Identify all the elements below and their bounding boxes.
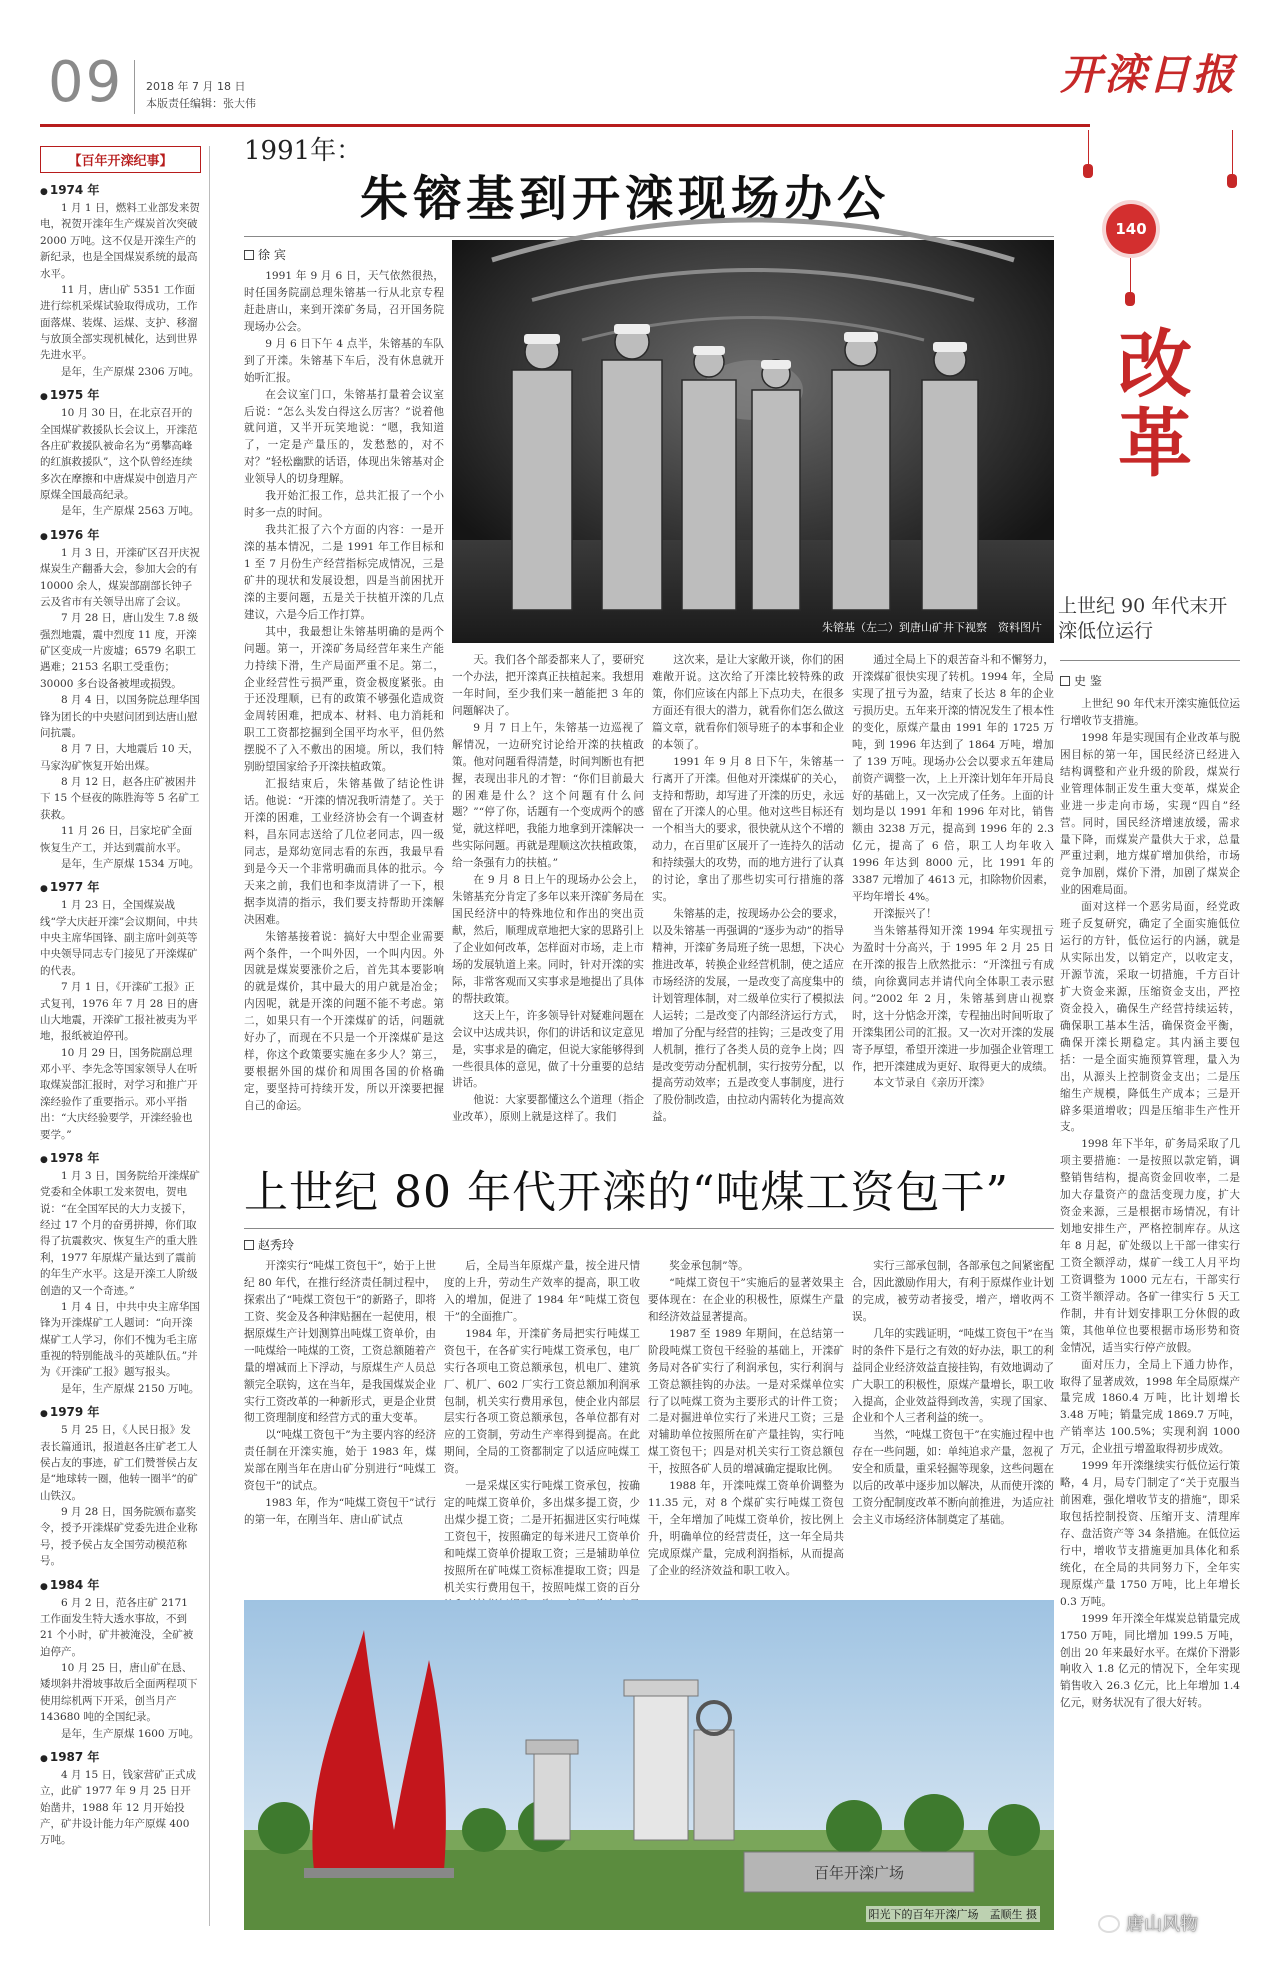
sidebar-byline (1060, 672, 1102, 689)
article2-headline: 上世纪 80 年代开滦的“吨煤工资包干” (244, 1167, 1009, 1218)
paragraph: 1987 至 1989 年期间，在总结第一阶段吨煤工资包干经验的基础上，开滦矿务局对各矿实行了利润承包，实行利润与工资总额挂钩的办法。一是对采煤单位实行了以吨煤工资为主要形式的计件工资；二是对掘进单位实行了米进尺工资；三是对辅助单位按照所在矿产量挂钩，实行吨煤工资包干；四是对机关实行工资总额包干，按照各矿人员的增减确定提取比例。 (648, 1327, 844, 1476)
mine-tunnel-photo (452, 240, 1054, 643)
sidebar-rule (1060, 660, 1240, 661)
timeline-entry: 9 月 28 日，国务院颁布嘉奖令，授予开滦煤矿党委先进企业称号，授予侯占友全国劳动模范称号。 (40, 1506, 198, 1568)
article1-author: 徐 宾 (258, 248, 286, 262)
paragraph: 面对压力，全局上下通力协作，取得了显著成效，1998 年全局原煤产量完成 1860.4 万吨，比计划增长 3.48 万吨；销量完成 1869.7 万吨，产销率达 100.5%；实现利润 1000 万元，企业扭亏增盈取得初步成效。 (1060, 1358, 1240, 1456)
paragraph: 这天上午，许多领导针对疑难问题在会议中达成共识，你们的讲话和议定意见是，实事求是的确定，但说大家能够得到一些很具体的意见，做了十分重要的总结讲话。 (452, 1009, 644, 1090)
page-number: 09 (48, 50, 124, 115)
paragraph: 通过全局上下的艰苦奋斗和不懈努力，开滦煤矿很快实现了转机。1994 年，全局实现了扭亏为盈，结束了长达 8 年的企业亏损历史。五年来开滦的情况发生了根本性的变化，原煤产量由 1991 年的 1725 万吨，到 1996 年达到了 1864 万吨，增加了 139 万吨。现场办公会以要求五年建局前资产调整一次，上上开滦计划年年开局良好的基础上，又一次完成了任务。上面的计划均是以 1991 年和 1996 年对比，销售额由 3238 万元，提高到 1996 年的 2.3 亿元，提高了 6 倍，职工人均年收入 1996 年达到 8000 元，比 1991 年的 3387 元增加了 4613 元，扣除物价因素，平均年增长 4%。 (852, 654, 1054, 904)
timeline-entry: 8 月 7 日，大地震后 10 天，马家沟矿恢复开始出煤。 (40, 743, 199, 772)
lantern-string (1130, 254, 1131, 294)
paragraph: 面对这样一个恶劣局面，经党政班子反复研究，确定了全面实施低位运行的方针，低位运行的内涵，就是从实际出发，以销定产，以收定支，开源节流，采取一切措施，千方百计扩大资金来源，压缩资金支出，严控资金投入，确保生产经营持续运转，确保职工基本生活，确保资金平衡，确保开滦长期稳定。其内涵主要包括：一是全面实施预算管理，量入为出，从源头上控制资金支出；二是压缩生产规模，降低生产成本；三是开辟多渠道增收；四是压缩非生产性开支。 (1060, 901, 1240, 1134)
paragraph: “吨煤工资包干”实施后的显著效果主要体现在：在企业的积极性，原煤生产量和经济效益显著提高。 (648, 1276, 844, 1323)
article1-photo-caption: 朱镕基（左二）到唐山矿井下视察 资料图片 (822, 621, 1042, 634)
paragraph: 当朱镕基得知开滦 1994 年实现扭亏为盈时十分高兴，于 1995 年 2 月 25 日在开滦的报告上欣然批示：“开滦扭亏有成绩，向徐冀同志并请代向全体职工表示慰问。”2002 年 2 月，朱镕基到唐山视察时，这十分惦念开滦，专程抽出时间听取了开滦集团公司的汇报。又一次对开滦的发展寄予厚望，希望开滦进一步加强企业管理工作，把开滦建成为更好、取得更大的成绩。 (852, 925, 1054, 1073)
paragraph: 1999 年开滦全年煤炭总销量完成 1750 万吨，同比增加 199.5 万吨，创出 20 年来最好水平。在煤价下滑影响收入 1.8 亿元的情况下，全年实现销售收入 26.3 亿元，比上年增加 1.4 亿元，财务状况有了很大好转。 (1060, 1612, 1240, 1710)
timeline-entry: 5 月 25 日，《人民日报》发表长篇通讯，报道赵各庄矿老工人侯占友的事迹，矿工们赞誉侯占友是“地球转一圈，他转一圈半”的矿山铁汉。 (40, 1424, 198, 1502)
article2-column-1 (244, 1258, 436, 1592)
article2-byline (244, 1236, 294, 1253)
paragraph: 1983 年，作为“吨煤工资包干”试行的第一年，在刚当年、唐山矿试点 (244, 1497, 436, 1527)
page-editor: 本版责任编辑：张大伟 (146, 97, 256, 110)
paragraph: 在 9 月 8 日上午的现场办公会上，朱镕基充分肯定了多年以来开滦矿务局在国民经济中的特殊地位和作出的突出贡献，然后，顺理成章地把大家的思路引上了企业如何改革，怎样面对市场，走上市场的发展轨道上来。同时，针对开滦的实际，非常客观而又实事求是地提出了具体的帮扶政策。 (452, 874, 644, 1005)
square-sign-text: 百年开滦广场 (813, 1864, 905, 1882)
watermark-text: 唐山风物 (1126, 1914, 1198, 1935)
lantern-string (1232, 130, 1233, 176)
timeline-list (40, 181, 201, 1849)
article2-photo (244, 1600, 1054, 1930)
byline-box-icon (244, 250, 254, 260)
timeline-year: ● 1979 年 (40, 1403, 201, 1420)
timeline-entry: 1 月 3 日，国务院给开滦煤矿党委和全体职工发来贺电，贺电说：“在全国军民的大力支援下，经过 17 个月的奋勇拼搏，你们取得了抗震救灾、恢复生产的重大胜利，1977 年原煤产量达到了震前的年生产水平。这是开滦工人阶级创造的又一个奇迹。” (40, 1169, 200, 1297)
paragraph: 汇报结束后，朱镕基做了结论性讲话。他说：“开滦的情况我听清楚了。关于开滦的困难，工业经济协会有一个调查材料，昌东同志送给了几位老同志，四一级同志，是郑幼宽同志看的东西，我最早看到是今天一个非常明确而具体的批示。今天来之前，我们也和李岚清讲了一下，根据李岚清的指示，我们要支持帮助开滦解决困难。 (244, 778, 444, 926)
timeline-title: 【百年开滦纪事】 (40, 146, 201, 173)
sidebar-author: 史 鉴 (1074, 674, 1102, 688)
paragraph: 实行三部承包制，各部承包之间紧密配合，因此激励作用大，有利于原煤作业计划的完成，被劳动者接受，增产，增收两不误。 (852, 1260, 1054, 1323)
account-watermark (1098, 1910, 1198, 1936)
paragraph: 1991 年 9 月 6 日，天气依然很热，时任国务院副总理朱镕基一行从北京专程赶赴唐山，来到开滦矿务局，召开国务院现场办公会。 (244, 270, 444, 333)
article1-photo (452, 240, 1054, 643)
paragraph: 以“吨煤工资包干”为主要内容的经济责任制在开滦实施，始于 1983 年，煤炭部在刚当年在唐山矿分别进行“吨煤工资包干”的试点。 (244, 1429, 436, 1493)
timeline-year: ● 1974 年 (40, 181, 201, 198)
issue-date: 2018 年 7 月 18 日 (146, 80, 246, 93)
masthead-rule (40, 124, 1090, 127)
timeline-entry: 11 月 26 日，吕家坨矿全面恢复生产工，并达到震前水平。 (40, 825, 193, 854)
sidebar-headline: 上世纪 90 年代末开滦低位运行 (1058, 595, 1228, 642)
paragraph: 朱镕基的走，按现场办公会的要求，以及朱镕基一再强调的“逐步为动”的指导精神，开滦矿务局班子统一思想，下决心推进改革，转换企业经营机制，使之适应市场经济的发展，一是改变了高度集中的计划管理体制，对二级单位实行了模拟法人运转；二是改变了内部经济运行方式，增加了分配与经营的挂钩；三是改变了用人机制，推行了各类人员的竞争上岗；四是改变劳动分配机制，实行按劳分配，以提高劳动效率；五是改变人事制度，进行了股份制改造，由拉动内需转化为提高效益。 (652, 908, 844, 1124)
paragraph: 我共汇报了六个方面的内容：一是开滦的基本情况，二是 1991 年工作目标和 1 至 7 月份生产经营指标完成情况，三是矿井的现状和发展设想，四是当前困扰开滦的主要问题，五是关于扶植开滦的几点建议，六是今后工作打算。 (244, 524, 444, 621)
paragraph: 开滦实行“吨煤工资包干”，始于上世纪 80 年代，在推行经济责任制过程中，探索出了“吨煤工资包干”的新路子，即将工资、奖金及各种津贴捆在一起使用，根据原煤生产计划测算出吨煤工资单价，由一吨煤给一吨煤的工资，工资总额随着产量的增减而上下浮动，与原煤生产人员总额完全联钩，这在当年，是我国煤炭企业实行工资改革的一种新形式，更是企业贯彻工资理制度和经营方式的重大变革。 (244, 1260, 436, 1425)
paragraph: 一是采煤区实行吨煤工资承包，按确定的吨煤工资单价，多出煤多提工资，少出煤少提工资；二是开拓掘进区实行吨煤工资包干，按照确定的每米进尺工资单价和吨煤工资单价提取工资；三是辅助单位按照所在矿吨煤工资标准提取工资；四是机关实行费用包干，按照吨煤工资的百分 (444, 1480, 640, 1594)
article1-column-3 (652, 652, 844, 1148)
paragraph: 这次来，是让大家敞开谈，你们的困难敞开说。这次给了开滦比较特殊的政策，你们应该在内部上下点功夫，在很多方面还有很大的潜力，就看你们怎么做这篇文章，就看你们领导班子的本事和企业的本领了。 (652, 654, 844, 751)
paragraph: 1998 年是实现国有企业改革与脱困目标的第一年，国民经济已经进入结构调整和产业升级的阶段，煤炭行业管理体制正发生重大变革，煤炭企业进一步走向市场，实现“四自”经营。同时，国民经济增速放缓，需求量下降，而煤炭产量供大于求，总量严重过剩，地方煤矿增加供给，市场竞争加剧，煤价下滑，加剧了煤炭企业的困难局面。 (1060, 731, 1240, 897)
paragraph: 奖金承包制”等。 (669, 1260, 749, 1272)
paragraph: 1988 年，开滦吨煤工资单价调整为 11.35 元，对 8 个煤矿实行吨煤工资包干，全年增加了吨煤工资单价，按比例上升，明确单位的经营责任，这一年全局共完成原煤产量，完成利润指标，从而提高了企业的经济效益和职工收入。 (648, 1480, 844, 1577)
timeline-entry: 6 月 2 日，范各庄矿 2171 工作面发生特大透水事故，不到 21 个小时，矿井被淹没，全矿被迫停产。 (40, 1596, 194, 1658)
article2-column-2 (444, 1258, 640, 1598)
paragraph: 朱镕基接着说：搞好大中型企业需要两个条件，一个叫外因，一个叫内因。外因就是煤炭要涨价之后，首先其本要影响的就是煤价，其中最大的用户就是冶金；内因呢，就是开滦的问题不能不考虑。第二，如果只有一个开滦煤矿的话，问题就好办了，而现在不只是一个开滦煤矿是这样，你这个政策要实施在多少人？第三，要根据外国的煤价和周围各国的价格确定，要坚持可持续开发，所以开滦要把握自己的命运。 (244, 930, 444, 1112)
paragraph: 本文节录自《亲历开滦》 (873, 1077, 990, 1090)
article1-headline: 朱镕基到开滦现场办公 (360, 171, 891, 227)
paragraph: 在会议室门口，朱镕基打量着会议室后说：“怎么头发白得这么厉害？”说着他就问道，又半开玩笑地说：“嗯，我知道了，一定是产量压的，发愁愁的，对不对？”轻松幽默的话语，体现出朱镕基对企业领导人的切身理解。 (244, 388, 444, 486)
paragraph: 1984 年，开滦矿务局把实行吨煤工资包干，在各矿实行吨煤工资承包，电厂实行各项电工资总额承包，机电厂、建筑厂、机厂、602 厂实行工资总额加利润承包制，机关实行费用承包，使企业内部层层实行各项工资总额承包，各单位都有对应的工资制，劳动生产率得到提高。在此期间，全局的工资都制定了以适应吨煤工资。 (444, 1327, 640, 1476)
masthead-divider (134, 60, 135, 114)
timeline-entry: 1 月 3 日，开滦矿区召开庆祝煤炭生产翻番大会，参加大会的有 10000 余人，煤炭部副部长钟子云及省市有关领导出席了会议。 (40, 546, 200, 608)
lantern-icon (1125, 292, 1135, 306)
paragraph: 开滦振兴了！ (873, 908, 937, 921)
timeline-entry: 11 月，唐山矿 5351 工作面进行综机采煤试验取得成功，工作面落煤、装煤、运煤、支护、移溜与放顶全部实现机械化，达到世界先进水平。 (40, 283, 198, 362)
timeline-entry: 4 月 15 日，钱家营矿正式成立，此矿 1977 年 9 月 25 日开始凿井，1988 年 12 月开始投产，矿井设计能力年产原煤 400 万吨。 (40, 1768, 197, 1847)
paragraph: 1999 年开滦继续实行低位运行策略，4 月，局专门制定了“关于克服当前困难，强化增收节支的措施”，即采取包括控制投资、压缩开支、清理库存、盘活资产等 34 条措施。在低位运行中，增收节支措施更加具体化和系统化，在全局的共同努力下，全年实现原煤产量 1750 万吨，比上年增长 0.3 万吨。 (1060, 1460, 1240, 1608)
timeline-entry: 7 月 28 日，唐山发生 7.8 级强烈地震，震中烈度 11 度，开滦矿区变成一片废墟；6579 名职工遇难；2153 名职工受重伤；30000 多台设备被埋或损毁。 (40, 612, 199, 690)
article2-rule (244, 1228, 1054, 1229)
paragraph: 我开始汇报工作，总共汇报了一个小时多一点的时间。 (244, 490, 444, 520)
timeline-entry: 是年，生产原煤 1534 万吨。 (61, 857, 200, 870)
timeline-year: ● 1987 年 (40, 1748, 201, 1765)
article1-column-4 (852, 652, 1054, 1148)
reform-char-1: 改 (1118, 322, 1192, 408)
timeline-entry: 10 月 29 日，国务院副总理邓小平、李先念等国家领导人在听取煤炭部汇报时，对学习和推广开滦经验作了重要指示。邓小平指出：“大庆经验要学，开滦经验也要学。” (40, 1046, 198, 1141)
paragraph: 9 月 7 日上午，朱镕基一边巡视了解情况，一边研究讨论给开滦的扶植政策。他对问题看得清楚，时间判断也有把握，表现出非凡的才智：“你们目前最大的困难是什么？这个问题有什么问题？”“停了你，话题有一个变成两个的感觉，就这样吧，我能力地拿到开滦解决一些实际问题。再就是理顺这次扶植政策，给一条强有力的扶植。” (452, 721, 644, 870)
section-title-reform (1115, 322, 1195, 488)
timeline-column (40, 146, 210, 1926)
reform-char-2: 革 (1118, 401, 1192, 488)
timeline-year: ● 1975 年 (40, 386, 201, 403)
article1-column-1 (244, 268, 444, 1148)
timeline-year: ● 1977 年 (40, 878, 201, 895)
timeline-entry: 是年，生产原煤 2306 万吨。 (61, 365, 200, 378)
lantern-icon (1083, 164, 1093, 178)
article1-byline (244, 246, 286, 263)
article2-column-3 (648, 1258, 844, 1598)
paragraph: 天。我们各个部委都来人了，要研究一个办法，把开滦真正扶植起来。我想用一年时间，至少我们来一趟能把 3 年的问题解决了。 (452, 654, 644, 717)
article1-kicker: 1991年： (244, 136, 363, 166)
timeline-entry: 是年，生产原煤 2150 万吨。 (61, 1382, 200, 1395)
article1-column-2 (452, 652, 644, 1148)
paragraph: 几年的实践证明，“吨煤工资包干”在当时的条件下是行之有效的好办法，职工的利益同企业经济效益直接挂钩，有效地调动了广大职工的积极性，原煤产量增长，职工收入提高，企业效益得到改善，实现了国家、企业和个人三者利益的统一。 (852, 1327, 1054, 1425)
lantern-icon (1227, 174, 1237, 188)
timeline-year: ● 1984 年 (40, 1576, 201, 1593)
paragraph: 他说：大家要都懂这么个道理（指企业改革），原则上就是这样了。我们 (452, 1094, 644, 1124)
article2-photo-caption: 阳光下的百年开滦广场 孟顺生 摄 (866, 1906, 1041, 1922)
paragraph: 后，全局当年原煤产量，按全进尺情度的上升，劳动生产效率的提高，职工收入的增加，促进了 1984 年“吨煤工资包干”的全面推广。 (444, 1260, 640, 1323)
sidebar-body (1060, 696, 1240, 1926)
centennial-square-photo (244, 1600, 1054, 1930)
paragraph: 1998 年下半年，矿务局采取了几项主要措施：一是按照以款定销，调整销售结构，提高资金回收率，二是加大存量资产的盘活变现力度，扩大资金来源，三是根据市场情况，有计划地安排生产，严格控制库存。从这年 8 月起，矿处级以上干部一律实行工资全额浮动，煤矿一线工人月平均工资调整为 1000 元左右，干部实行工资半额浮动。各矿一律实行 5 天工作制，井有计划安排职工分休假的政策，其他单位也要根据市场形势和资金情况，适当实行停产放假。 (1060, 1138, 1240, 1354)
byline-box-icon (244, 1240, 254, 1250)
paragraph: 上世纪 90 年代末开滦实施低位运行增收节支措施。 (1060, 698, 1240, 727)
timeline-entry: 1 月 4 日，中共中央主席华国锋为开滦煤矿工人题词：“向开滦煤矿工人学习，你们不愧为毛主席重视的特别能战斗的英雄队伍。”并为《开滦矿工报》题写报头。 (40, 1300, 200, 1379)
paragraph: 1991 年 9 月 8 日下午，朱镕基一行离开了开滦。但他对开滦煤矿的关心，支持和帮助，却写进了开滦的历史，永远留在了开滦人的心里。他对这些目标还有一个相当大的要求，很快就从这个不增的动力，在百里矿区展开了一连持久的活动和持续强大的攻势，而的地方进行了认真的讨论，拿出了那些切实可行措施的落实。 (652, 755, 844, 904)
timeline-entry: 1 月 23 日，全国煤炭战线“学大庆赶开滦”会议期间，中共中央主席华国锋、副主席叶剑英等中央领导同志专门接见了开滦煤矿的代表。 (40, 899, 198, 977)
timeline-entry: 是年，生产原煤 2563 万吨。 (61, 505, 200, 518)
byline-box-icon (1060, 676, 1070, 686)
lantern-string (1088, 130, 1089, 166)
paragraph: 9 月 6 日下午 4 点半，朱镕基的车队到了开滦。朱镕基下车后，没有休息就开始听汇报。 (244, 337, 444, 384)
newspaper-logo: 开滦日报 (1060, 50, 1237, 99)
timeline-year: ● 1978 年 (40, 1149, 201, 1166)
article2-column-4 (852, 1258, 1054, 1598)
paragraph: 其中，我最想让朱镕基明确的是两个问题。第一，开滦矿务局经营年来生产能力持续下滑，生产局面严重不足。第二，企业经营性亏损严重，资金极度紧张。由于还没理顺，已有的政策不够强化造成资金周转困难，把成本、材料、电力消耗和职工工资都挖掘到全国平均水平，但仍然摆脱不了入不敷出的困境。所以，我们特别盼望国家给予开滦扶植政策。 (244, 625, 444, 774)
timeline-entry: 是年，生产原煤 1600 万吨。 (61, 1727, 200, 1740)
timeline-entry: 10 月 30 日，在北京召开的全国煤矿救援队长会议上，开滦范各庄矿救援队被命名为“勇攀高峰的红旗救援队”，这个队曾经连续多次在摩擦和中唐煤炭中创造月产原煤全国最高纪录。 (40, 407, 198, 501)
article2-author: 赵秀玲 (258, 1238, 295, 1252)
timeline-entry: 8 月 4 日，以国务院总理华国锋为团长的中央慰问团到达唐山慰问抗震。 (40, 694, 200, 739)
timeline-year: ● 1976 年 (40, 526, 201, 543)
timeline-entry: 1 月 1 日，燃料工业部发来贺电，祝贺开滦年生产煤炭首次突破 2000 万吨。这不仅是开滦生产的新纪录，也是全国煤炭系统的最高水平。 (40, 202, 200, 280)
timeline-entry: 7 月 1 日，《开滦矿工报》正式复刊，1976 年 7 月 28 日的唐山大地震，开滦矿工报社被夷为平地，报纸被迫停刊。 (40, 981, 198, 1043)
wechat-icon (1098, 1915, 1120, 1933)
timeline-entry: 8 月 12 日，赵各庄矿被困井下 15 个昼夜的陈胜海等 5 名矿工获救。 (40, 776, 200, 821)
timeline-entry: 10 月 25 日，唐山矿在恳、矮坝斜井滑坡事故后全面两程项下使用综机两下开采，创当月产 143680 吨的全国纪录。 (40, 1662, 198, 1724)
masthead (0, 0, 1280, 132)
paragraph: 当然，“吨煤工资包干”在实施过程中也存在一些问题，如：单纯追求产量，忽视了安全和质量，重采轻掘等现象，这些问题在以后的改革中逐步加以解决，从而使开滦的工资分配制度改革不断向前推进，为适应社会主义市场经济体制奠定了基础。 (852, 1429, 1054, 1527)
anniversary-badge: 140 (1106, 204, 1156, 254)
